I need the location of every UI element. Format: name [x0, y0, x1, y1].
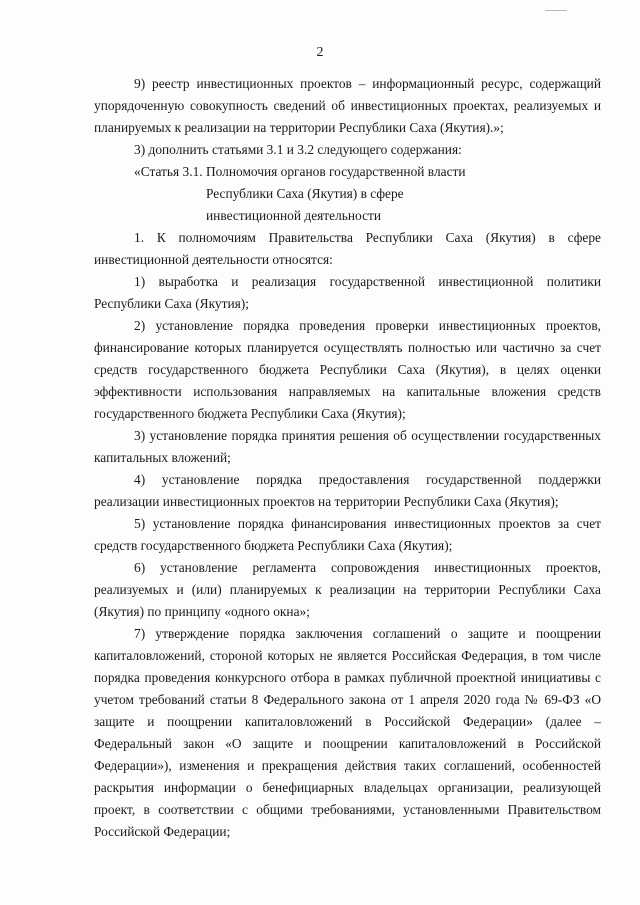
scan-mark [545, 10, 567, 11]
paragraph-item-4: 4) установление порядка предоставления государственной поддержки реализации инвестиционных проектов на территории Республики Саха (Якутия); [94, 472, 601, 509]
paragraph-item-7: 7) утверждение порядка заключения соглашений о защите и поощрении капиталовложений, стороной которых не является Российская Федерация, в том числе порядка проведения конкурсного отбора в рамках публичной проектной инициативы с учетом требований статьи 8 Федерального закона от 1 апреля 2020 года № 69-ФЗ «О защите и поощрении капиталовложений в Российской Федерации» (далее – Федеральный закон «О защите и поощрении капиталовложений в Российской Федерации»), изменения и прекращения действия таких соглашений, особенностей раскрытия информации о бенефициарных владельцах организации, реализующей проект, в соответствии с общими требованиями, установленными Правительством Российской Федерации; [94, 626, 601, 839]
article-heading [94, 161, 601, 227]
paragraph-registry-definition: 9) реестр инвестиционных проектов – информационный ресурс, содержащий упорядоченную совокупность сведений об инвестиционных проектах, реализуемых и планируемых к реализации на территории Республики Саха (Якутия).»; [94, 76, 601, 135]
paragraph-powers-intro: 1. К полномочиям Правительства Республики Саха (Якутия) в сфере инвестиционной деятельности относятся: [94, 230, 601, 267]
paragraph-item-5: 5) установление порядка финансирования инвестиционных проектов за счет средств государственного бюджета Республики Саха (Якутия); [94, 516, 601, 553]
article-heading-line-3: инвестиционной деятельности [206, 208, 382, 223]
article-heading-line-1: «Статья 3.1. Полномочия органов государственной власти [134, 164, 466, 179]
paragraph-amendment-3: 3) дополнить статьями 3.1 и 3.2 следующего содержания: [134, 142, 462, 157]
page-number: 2 [316, 45, 324, 60]
paragraph-item-2: 2) установление порядка проведения проверки инвестиционных проектов, финансирование которых планируется осуществлять полностью или частично за счет средств государственного бюджета Республики Саха (Якутия), в целях оценки эффективности использования направляемых на капитальные вложения средств государственного бюджета Республики Саха (Якутия); [94, 318, 601, 421]
paragraph-item-3: 3) установление порядка принятия решения об осуществлении государственных капитальных вложений; [94, 428, 601, 465]
paragraph-item-1: 1) выработка и реализация государственной инвестиционной политики Республики Саха (Якутия); [94, 274, 601, 311]
document-body [94, 73, 601, 843]
article-heading-line-2: Республики Саха (Якутия) в сфере [206, 186, 404, 201]
paragraph-item-6: 6) установление регламента сопровождения инвестиционных проектов, реализуемых и (или) планируемых к реализации на территории Республики Саха (Якутия) по принципу «одного окна»; [94, 560, 601, 619]
